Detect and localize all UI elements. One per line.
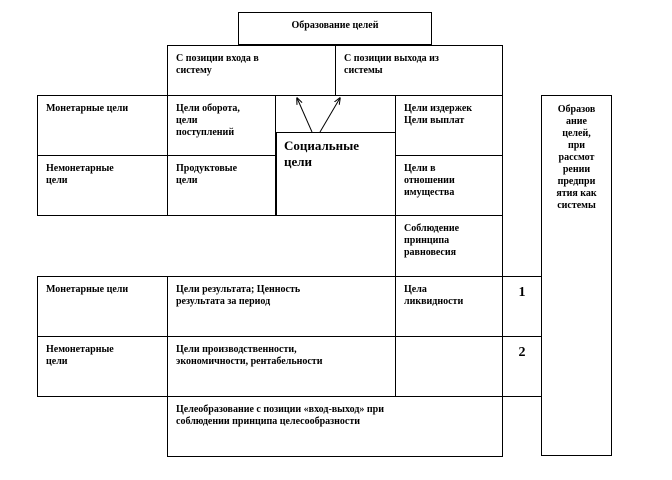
result-goals-label: Цели результата; Ценность результата за период [176,284,301,307]
output-position-label: С позиции выхода из системы [344,53,439,76]
product-goals-box [167,155,276,216]
monetary-goals-top-label: Монетарные цели [46,103,129,114]
input-position-box [167,45,336,96]
row-number-2: 2 [518,345,526,360]
input-position-label: С позиции входа в систему [176,53,259,76]
diagram-title: Образование целей [291,20,379,31]
arrow-to-output [320,98,340,132]
productivity-goals-label: Цели производственности, экономичности, рентабельности [176,344,323,367]
diagram-title-box [238,12,432,45]
nonmonetary-goals-bottom-label: Немонетарные цели [46,344,114,367]
property-goals-box [395,155,503,216]
result-goals-box [167,276,396,337]
turnover-goals-label: Цели оборота, цели поступлений [176,103,240,138]
balance-principle-box [395,215,503,277]
row-number-1: 1 [518,285,526,300]
row-number-1-box [502,276,542,337]
empty-cell-box [395,336,503,397]
liquidity-goal-box [395,276,503,337]
social-goals-label: Социальные цели [284,138,360,169]
balance-principle-label: Соблюдение принципа равновесия [404,223,460,258]
nonmonetary-goals-top-label: Немонетарные цели [46,163,114,186]
social-goals-box [276,132,396,216]
row-number-2-box [502,336,542,397]
product-goals-label: Продуктовые цели [176,163,238,186]
monetary-goals-bottom-label: Монетарные цели [46,284,129,295]
monetary-goals-bottom-box [37,276,168,337]
cost-goals-label: Цели издержек Цели выплат [404,103,473,126]
turnover-goals-box [167,95,276,156]
nonmonetary-goals-top-box [37,155,168,216]
conclusion-box [167,396,503,457]
productivity-goals-box [167,336,396,397]
monetary-goals-top-box [37,95,168,156]
arrow-to-input [297,98,312,132]
conclusion-label: Целеобразование с позиции «вход-выход» при соблюдении принципа целесообразности [176,404,384,427]
nonmonetary-goals-bottom-box [37,336,168,397]
side-column-box [541,95,612,456]
side-column-label: Образов ание целей, при рассмот рении предпри ятия как системы [556,104,597,211]
property-goals-label: Цели в отношении имущества [404,163,455,198]
output-position-box [335,45,503,96]
liquidity-goal-label: Цела ликвидности [404,284,464,307]
cost-goals-box [395,95,503,156]
